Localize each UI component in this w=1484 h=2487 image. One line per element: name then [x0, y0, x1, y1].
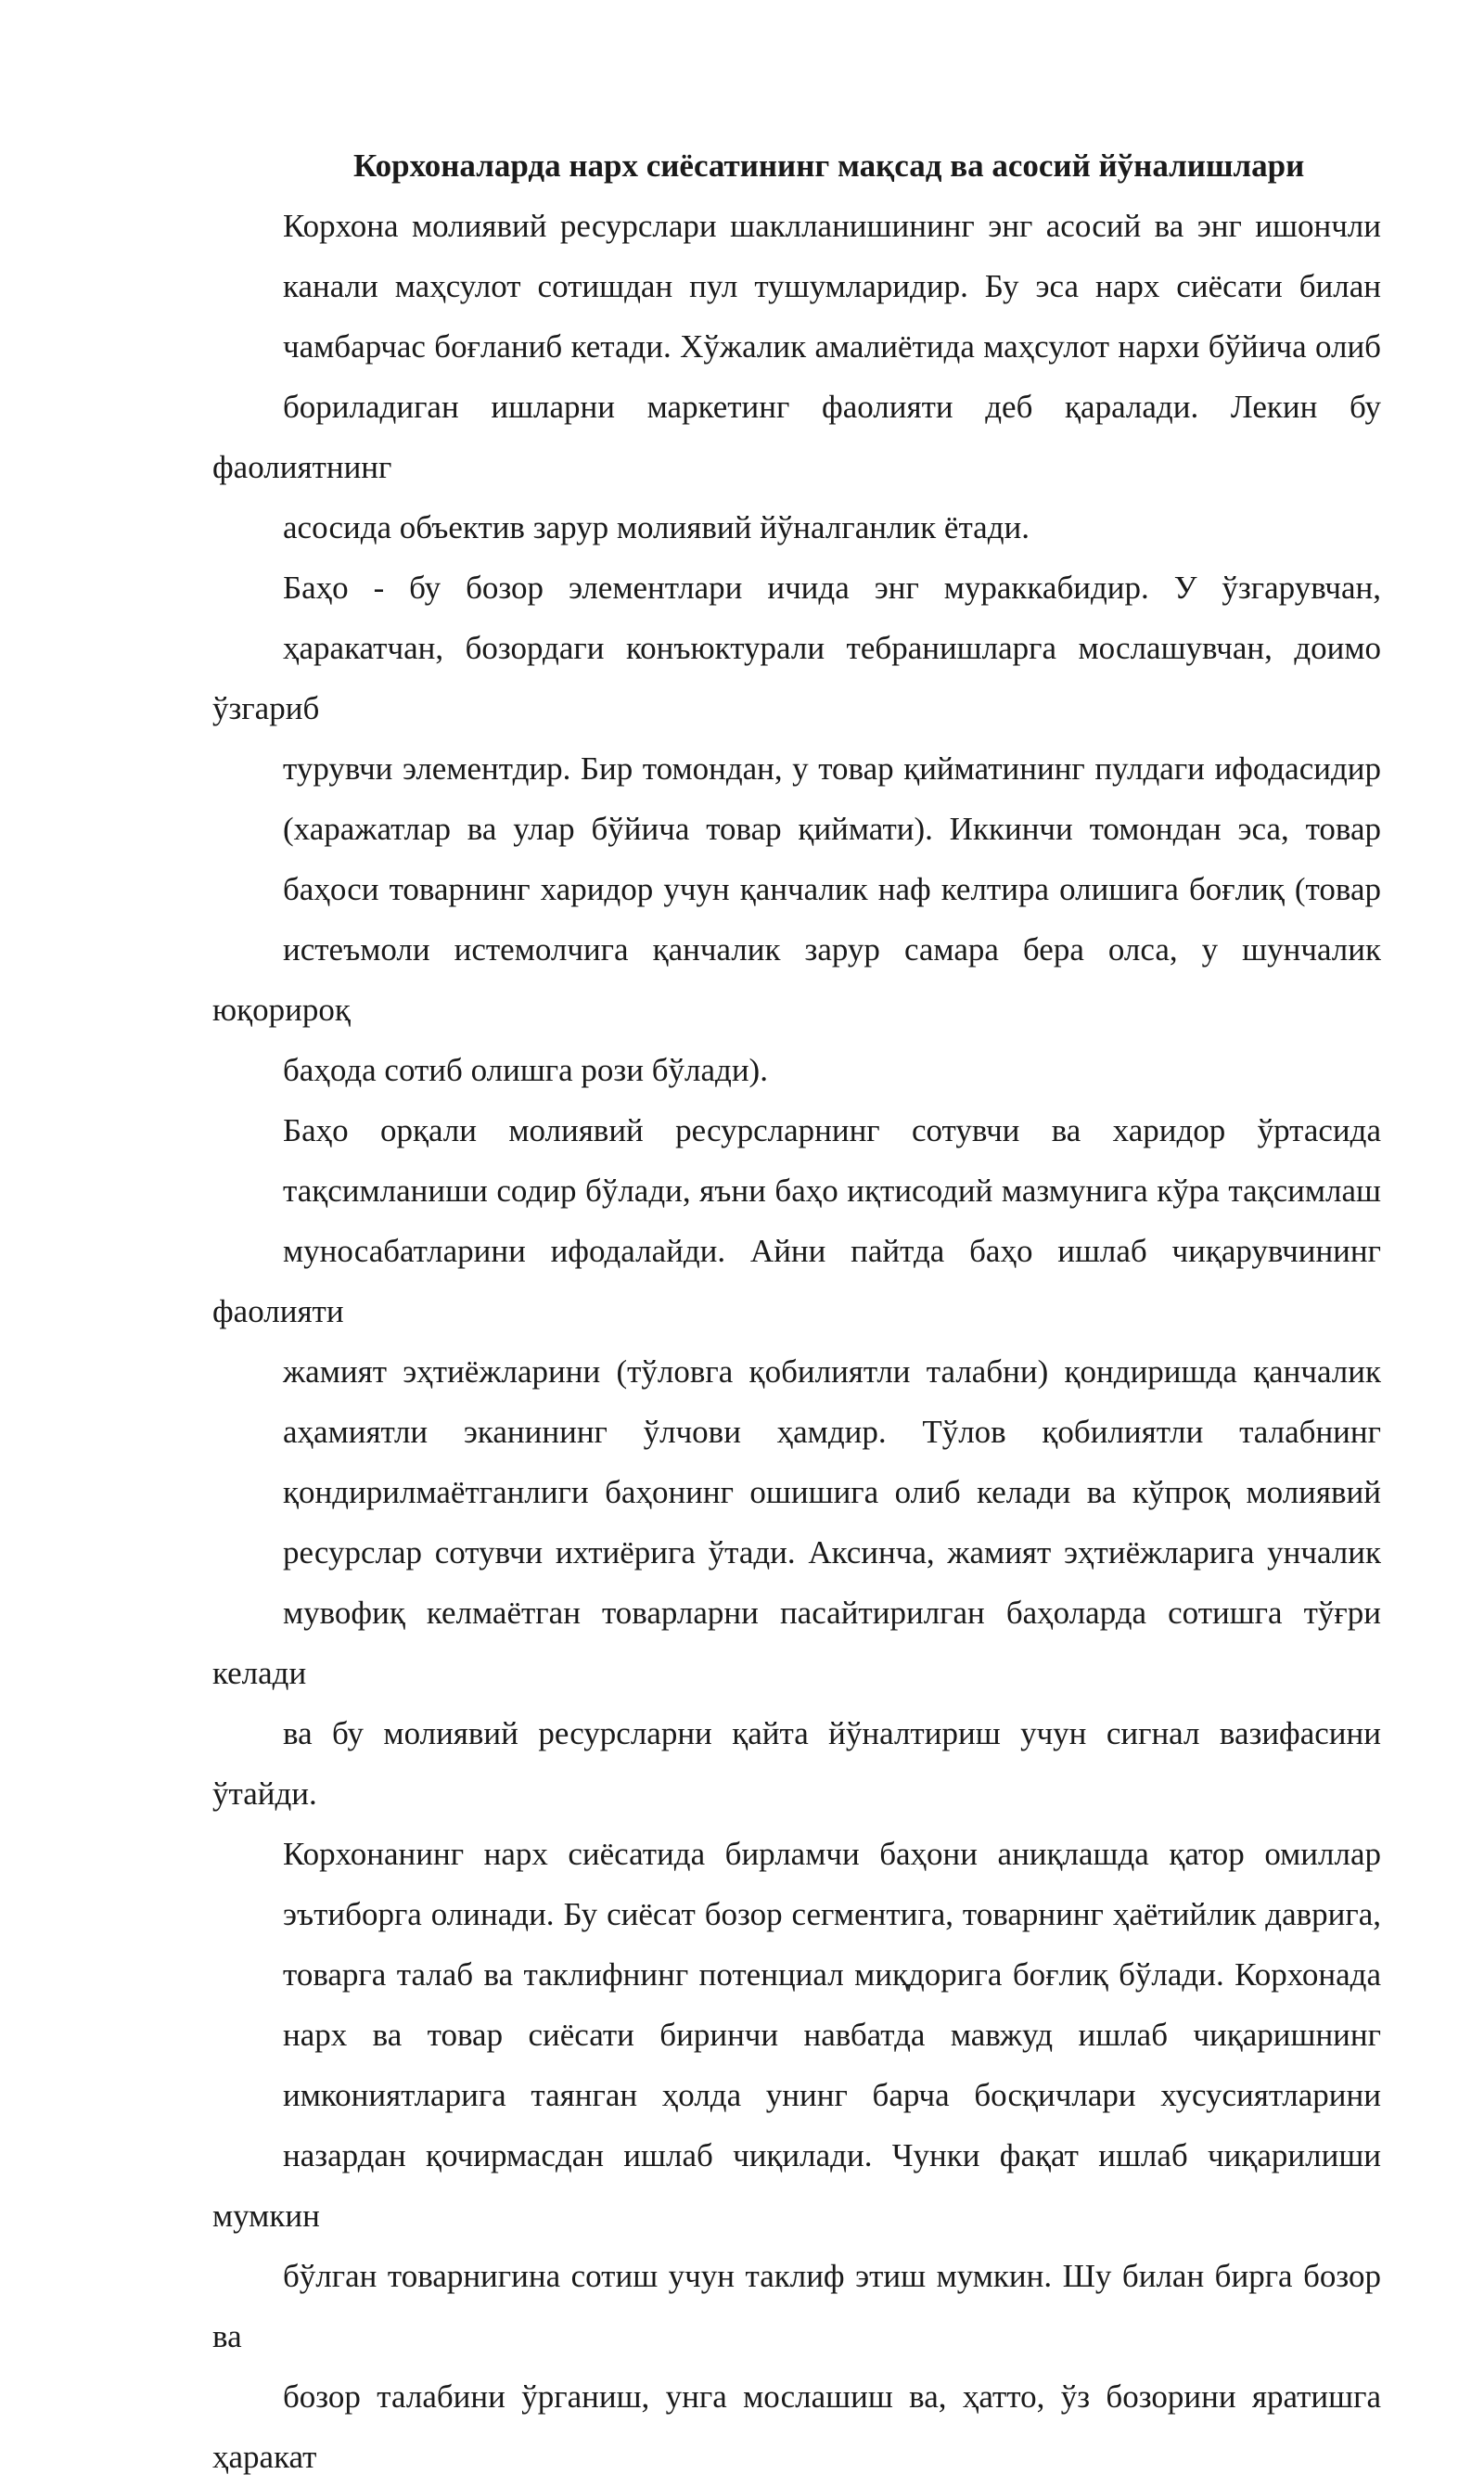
- paragraph-line: баҳоси товарнинг харидор учун қанчалик наф келтира олишига боғлиқ (товар: [283, 871, 1381, 907]
- paragraph-line: Корхонанинг нарх сиёсатида бирламчи баҳони аниқлашда қатор омиллар: [283, 1836, 1381, 1872]
- document-body: [212, 135, 1381, 2487]
- paragraph-line: Баҳо - бу бозор элементлари ичида энг мураккабидир. У ўзгарувчан,: [283, 570, 1381, 606]
- paragraph-line: ҳаракатчан, бозордаги конъюктурали тебранишларга мослашувчан, доимо ўзгариб: [212, 630, 1381, 726]
- paragraph-line: эътиборга олинади. Бу сиёсат бозор сегментига, товарнинг ҳаётийлик даврига,: [283, 1896, 1381, 1932]
- paragraph-line: жамият эҳтиёжларини (тўловга қобилиятли талабни) қондиришда қанчалик: [283, 1353, 1381, 1390]
- paragraph-line: бозор талабини ўрганиш, унга мослашиш ва, ҳатто, ўз бозорини яратишга ҳаракат: [212, 2378, 1381, 2475]
- paragraph-line: Корхона молиявий ресурслари шаклланишининг энг асосий ва энг ишончли: [283, 208, 1381, 244]
- paragraph-line: ва бу молиявий ресурсларни қайта йўналтириш учун сигнал вазифасини ўтайди.: [212, 1715, 1381, 1812]
- paragraph-line: истеъмоли истемолчига қанчалик зарур самара бера олса, у шунчалик юқориpоқ: [212, 931, 1381, 1028]
- paragraph-line: чамбарчас боғланиб кетади. Хўжалик амалиётида маҳсулот нархи бўйича олиб: [283, 328, 1381, 365]
- paragraph-line: аҳамиятли эканининг ўлчови ҳамдир. Тўлов қобилиятли талабнинг: [283, 1414, 1381, 1450]
- paragraph-line: мувофиқ келмаётган товарларни пасайтирилган баҳоларда сотишга тўғри келади: [212, 1595, 1381, 1691]
- paragraph-line: ресурслар сотувчи ихтиёрига ўтади. Аксинча, жамият эҳтиёжларига унчалик: [283, 1534, 1381, 1570]
- paragraph-line: баҳода сотиб олишга рози бўлади).: [283, 1052, 768, 1088]
- paragraph: [212, 1824, 1381, 2487]
- paragraph-line: товарга талаб ва таклифнинг потенциал миқдорига боғлиқ бўлади. Корхонада: [283, 1956, 1381, 1993]
- paragraph-line: асосида объектив зарур молиявий йўналганлик ётади.: [283, 509, 1030, 545]
- paragraph: [212, 196, 1381, 558]
- document-title: Корхоналарда нарх сиёсатининг мақсад ва асосий йўналишлари: [353, 147, 1305, 184]
- paragraph: [212, 1100, 1381, 1824]
- paragraph-line: Баҳо орқали молиявий ресурсларнинг сотувчи ва харидор ўртасида: [283, 1112, 1381, 1148]
- paragraph-line: нарх ва товар сиёсати биринчи навбатда мавжуд ишлаб чиқаришнинг: [283, 2017, 1381, 2053]
- paragraph-line: бориладиган ишларни маркетинг фаолияти деб қаралади. Лекин бу фаолиятнинг: [212, 389, 1381, 485]
- paragraph-line: назардан қочирмасдан ишлаб чиқилади. Чунки фақат ишлаб чиқарилиши мумкин: [212, 2137, 1381, 2234]
- paragraph: [212, 558, 1381, 1100]
- paragraph-line: канали маҳсулот сотишдан пул тушумларидир. Бу эса нарх сиёсати билан: [283, 268, 1381, 304]
- paragraph-line: (харажатлар ва улар бўйича товар қиймати). Иккинчи томондан эса, товар: [283, 811, 1381, 847]
- paragraph-line: қондирилмаётганлиги баҳонинг ошишига олиб келади ва кўпроқ молиявий: [283, 1474, 1381, 1510]
- paragraph-line: турувчи элементдир. Бир томондан, у товар қийматининг пулдаги ифодасидир: [283, 750, 1381, 787]
- paragraph-line: тақсимланиши содир бўлади, яъни баҳо иқтисодий мазмунига кўра тақсимлаш: [283, 1173, 1381, 1209]
- paragraph-line: муносабатларини ифодалайди. Айни пайтда баҳо ишлаб чиқарувчининг фаолияти: [212, 1233, 1381, 1329]
- paragraph-list: [212, 196, 1381, 2487]
- paragraph-line: имкониятларига таянган ҳолда унинг барча босқичлари хусусиятларини: [283, 2077, 1381, 2113]
- paragraph-line: бўлган товарнигина сотиш учун таклиф этиш мумкин. Шу билан бирга бозор ва: [212, 2258, 1381, 2354]
